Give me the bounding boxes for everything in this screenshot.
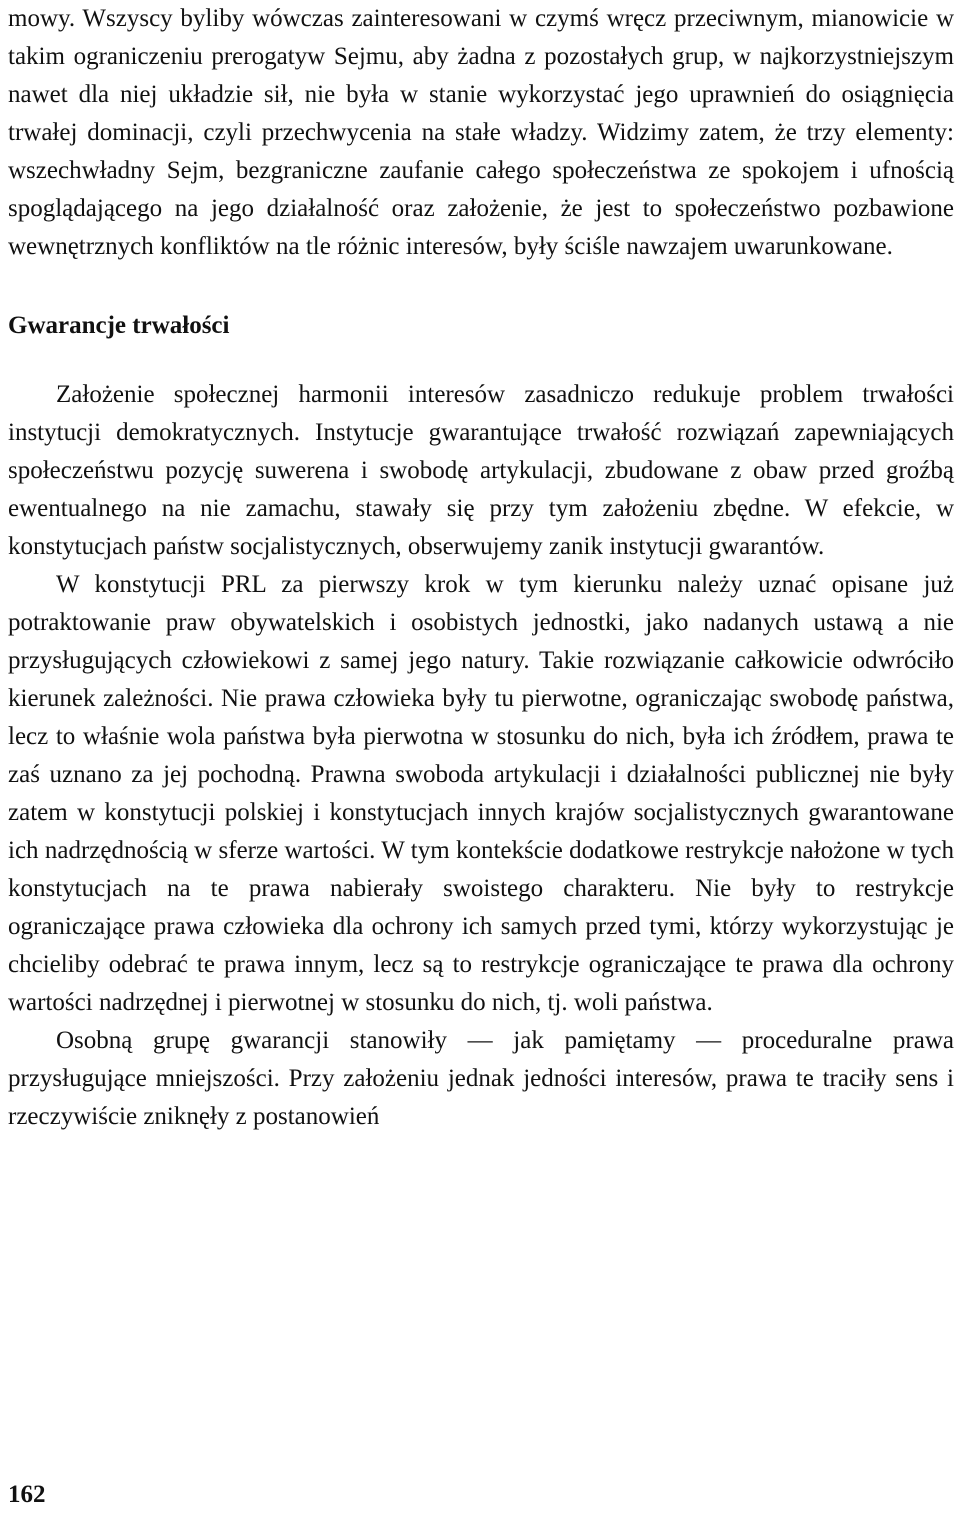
section-heading: Gwarancje trwałości <box>8 312 230 339</box>
page-number: 162 <box>8 1481 46 1508</box>
document-page <box>8 0 954 1136</box>
paragraph-continuation: mowy. Wszyscy byliby wówczas zainteresowani w czymś wręcz przeciwnym, mianowicie w takim ograniczeniu prerogatyw Sejmu, aby żadna z pozostałych grup, w najkorzystniejszym nawet dla niej układzie sił, nie była w stanie wykorzystać jego uprawnień do osiągnięcia trwałej dominacji, czyli przechwycenia na stałe władzy. Widzimy zatem, że trzy elementy: wszechwładny Sejm, bezgraniczne zaufanie całego społeczeństwa ze spokojem i ufnością spoglądającego na jego działalność oraz założenie, że jest to społeczeństwo pozbawione wewnętrznych konfliktów na tle różnic interesów, były ściśle nawzajem uwarunkowane. <box>8 5 954 260</box>
paragraph-prl-constitution: W konstytucji PRL za pierwszy krok w tym kierunku należy uznać opisane już potraktowanie praw obywatelskich i osobistych jednostki, jako nadanych ustawą a nie przysługujących człowiekowi z samej jego natury. Takie rozwiązanie całkowicie odwróciło kierunek zależności. Nie prawa człowieka były tu pierwotne, ograniczając swobodę państwa, lecz to właśnie wola państwa była pierwotna w stosunku do nich, była ich źródłem, prawa te zaś uznano za jej pochodną. Prawna swoboda artykulacji i działalności publicznej nie były zatem w konstytucji polskiej i konstytucjach innych krajów socjalistycznych gwarantowane ich nadrzędnością w sferze wartości. W tym kontekście dodatkowe restrykcje nałożone w tych konstytucjach na te prawa nabierały swoistego charakteru. Nie były to restrykcje ograniczające prawa człowieka dla ochrony ich samych przed tymi, którzy wykorzystując je chcieliby odebrać te prawa innym, lecz są to restrykcje ograniczające te prawa dla ochrony wartości nadrzędnej i pierwotnej w stosunku do nich, tj. woli państwa. <box>8 571 954 1016</box>
paragraph-intro: Założenie społecznej harmonii interesów zasadniczo redukuje problem trwałości instytucji demokratycznych. Instytucje gwarantujące trwałość rozwiązań zapewniających społeczeństwu pozycję suwerena i swobodę artykulacji, zbudowane z obaw przed groźbą ewentualnego na nie zamachu, stawały się przy tym założeniu zbędne. W efekcie, w konstytucjach państw socjalistycznych, obserwujemy zanik instytucji gwarantów. <box>8 381 954 560</box>
paragraph-minority-rights: Osobną grupę gwarancji stanowiły — jak pamiętamy — proceduralne prawa przysługujące mniejszości. Przy założeniu jednak jedności interesów, prawa te traciły sens i rzeczywiście zniknęły z postanowień <box>8 1027 954 1130</box>
